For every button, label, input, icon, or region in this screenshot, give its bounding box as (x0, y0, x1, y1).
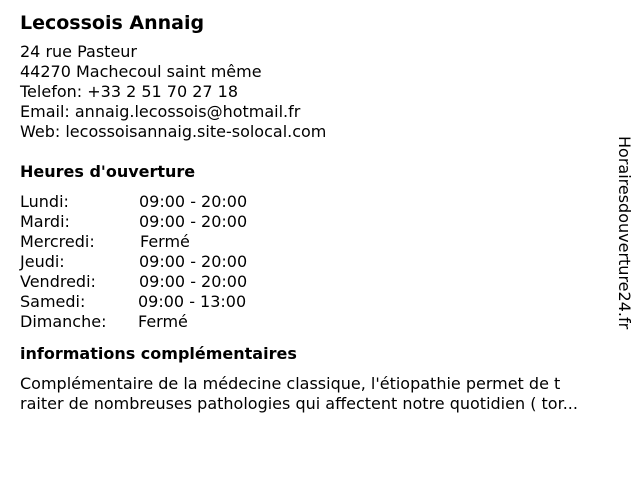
day-label: Vendredi: (20, 272, 96, 291)
phone-line: Telefon: +33 2 51 70 27 18 (20, 82, 239, 101)
hours-row-vendredi (20, 272, 620, 292)
city-address: 44270 Machecoul saint même (20, 62, 262, 81)
hours-row-lundi (20, 192, 620, 212)
business-name: Lecossois Annaig (20, 12, 205, 34)
hours-row-dimanche (20, 312, 620, 332)
time-value: 09:00 - 20:00 (139, 212, 248, 231)
hours-row-samedi (20, 292, 620, 312)
street-address: 24 rue Pasteur (20, 42, 137, 61)
info-heading: informations complémentaires (20, 344, 297, 363)
info-line: raiter de nombreuses pathologies qui affectent notre quotidien ( tor... (20, 394, 578, 413)
day-label: Mercredi: (20, 232, 95, 251)
time-value: Fermé (140, 232, 190, 251)
hours-row-mercredi (20, 232, 620, 252)
time-value: 09:00 - 20:00 (139, 272, 248, 291)
site-watermark: Horairesdouverture24.fr (615, 136, 634, 330)
day-label: Mardi: (20, 212, 70, 231)
hours-heading: Heures d'ouverture (20, 162, 196, 181)
info-description (20, 374, 626, 414)
time-value: Fermé (138, 312, 188, 331)
day-label: Dimanche: (20, 312, 107, 331)
info-line: Complémentaire de la médecine classique, l'étiopathie permet de t (20, 374, 561, 393)
hours-table (20, 192, 620, 332)
day-label: Jeudi: (20, 252, 65, 271)
day-label: Lundi: (20, 192, 69, 211)
email-line: Email: annaig.lecossois@hotmail.fr (20, 102, 301, 121)
day-label: Samedi: (20, 292, 86, 311)
time-value: 09:00 - 20:00 (139, 252, 248, 271)
time-value: 09:00 - 20:00 (139, 192, 248, 211)
time-value: 09:00 - 13:00 (138, 292, 247, 311)
web-line: Web: lecossoisannaig.site-solocal.com (20, 122, 327, 141)
business-card (20, 10, 620, 414)
hours-row-jeudi (20, 252, 620, 272)
contact-block (20, 42, 620, 142)
hours-row-mardi (20, 212, 620, 232)
